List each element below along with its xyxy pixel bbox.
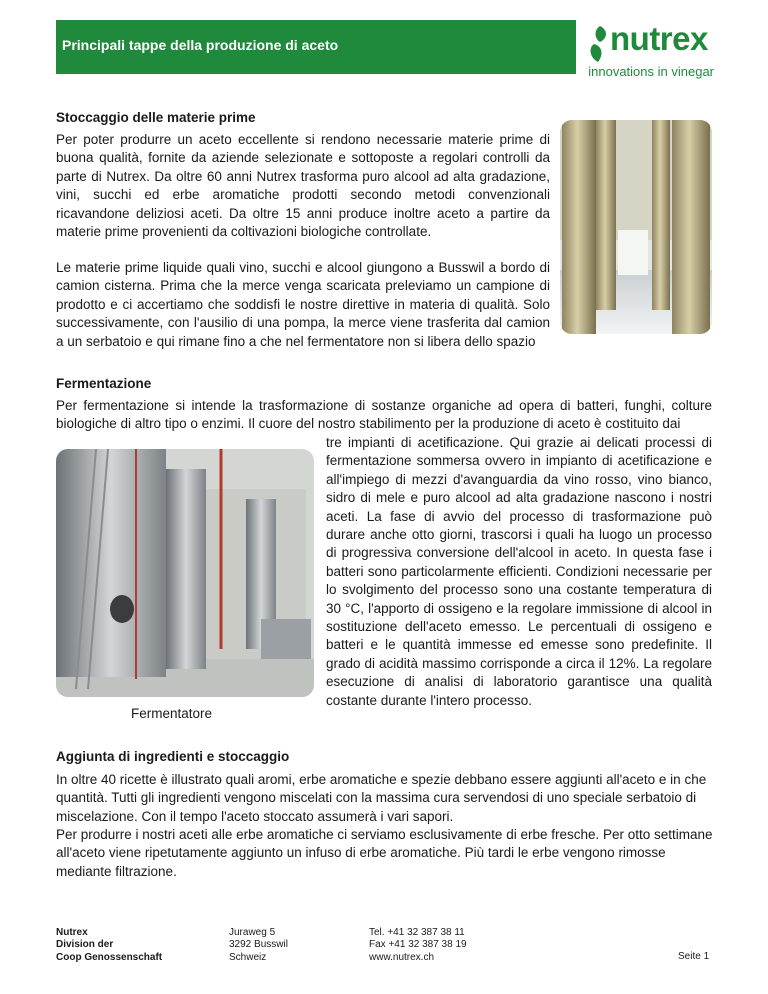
document-title: Principali tappe della produzione di aceto bbox=[62, 37, 339, 53]
photo-caption: Fermentatore bbox=[131, 706, 213, 721]
page-number: Seite 1 bbox=[678, 951, 710, 962]
logo-wordmark: nutrex bbox=[610, 20, 708, 57]
paragraph: tre impianti di acetificazione. Qui grazie ai delicati processi di fermentazione sommersa ovvero in impianto di acetificazione e all'impiego di mezzi d'avanguardia da vino rosso, vino bianco, sidro di mele e puro alcool ad alta gradazione nascono i nostri aceti. La fase di avvio del processo di trasformazione può durare anche otto giorni, trascorsi i quali ha luogo un processo di progressiva conversione dell'alcool in aceto. In questa fase i batteri sono particolarmente efficienti. Condizioni necessarie per lo svolgimento del processo sono una costante temperatura di 30 °C, l'apporto di ossigeno e la regolare immissione di alcool in sostituzione dell'aceto emesso. Le percentuali di ossigeno e batteri e le quantità immesse ed emesse sono predefinite. Il grado di acidità massimo corrisponde a circa il 12%. La regolare esecuzione di analisi di laboratorio garantisce una qualità costante durante l'intero processo. bbox=[326, 435, 712, 708]
logo-tagline: innovations in vinegar bbox=[588, 64, 714, 79]
leaf-logo-icon bbox=[588, 24, 610, 64]
paragraph: Le materie prime liquide quali vino, succhi e alcool giungono a Busswil a bordo di camion cisterna. Prima che la merce venga scaricata preleviamo un campione di prodotto e ci accertiamo che soddisfi le nostre direttive in materia di qualità. Solo successivamente, con l'ausilio di una pompa, la merce viene trasferita dal camion a un serbatoio e qui rimane fino a che nel fermentatore non si libera dello spazio bbox=[56, 260, 550, 349]
section-heading-stoccaggio: Stoccaggio delle materie prime bbox=[56, 110, 256, 125]
section-heading-aggiunta: Aggiunta di ingredienti e stoccaggio bbox=[56, 749, 290, 764]
header-banner bbox=[56, 20, 576, 74]
footer-company: Nutrex Division der Coop Genossenschaft bbox=[56, 927, 163, 963]
paragraph-intro: Per fermentazione si intende la trasformazione di sostanze organiche ad opera di batteri, funghi, colture biologiche di altro tipo o enzimi. Il cuore del nostro stabilimento per la produzione di aceto è costituito dai bbox=[56, 398, 712, 432]
fermentation-tanks-photo bbox=[56, 449, 314, 697]
footer-contact: Tel. +41 32 387 38 11 Fax +41 32 387 38 19 www.nutrex.ch bbox=[369, 927, 467, 963]
warehouse-tanks-photo bbox=[560, 120, 712, 334]
paragraph: Per produrre i nostri aceti alle erbe aromatiche ci serviamo esclusivamente di erbe fresche. Per otto settimane all'aceto viene ripetutamente aggiunto un infuso di erbe aromatiche. Più tardi le erbe vengono rimosse mediante filtrazione. bbox=[56, 827, 713, 879]
footer-address: Juraweg 5 3292 Busswil Schweiz bbox=[229, 927, 288, 963]
section-heading-fermentazione: Fermentazione bbox=[56, 376, 152, 391]
paragraph: In oltre 40 ricette è illustrato quali aromi, erbe aromatiche e spezie debbano essere aggiunti all'aceto e in che quantità. Tutti gli ingredienti vengono miscelati con la massima cura servendosi di uno speciale serbatoio di miscelazione. Con il tempo l'aceto stoccato assumerà i vari sapori. bbox=[56, 772, 707, 824]
paragraph: Per poter produrre un aceto eccellente si rendono necessarie materie prime di buona qualità, fornite da aziende selezionate e sottoposte a regolari controlli da parte di Nutrex. Da oltre 60 anni Nutrex trasforma puro alcool ad alta gradazione, vini, succhi ed erbe aromatiche prodotti secondo metodi convenzionali ricavandone deliziosi aceti. Da oltre 15 anni produce inoltre aceto a partire da materie prime provenienti da coltivazioni biologiche controllate. bbox=[56, 132, 550, 240]
nutrex-logo bbox=[588, 22, 718, 82]
